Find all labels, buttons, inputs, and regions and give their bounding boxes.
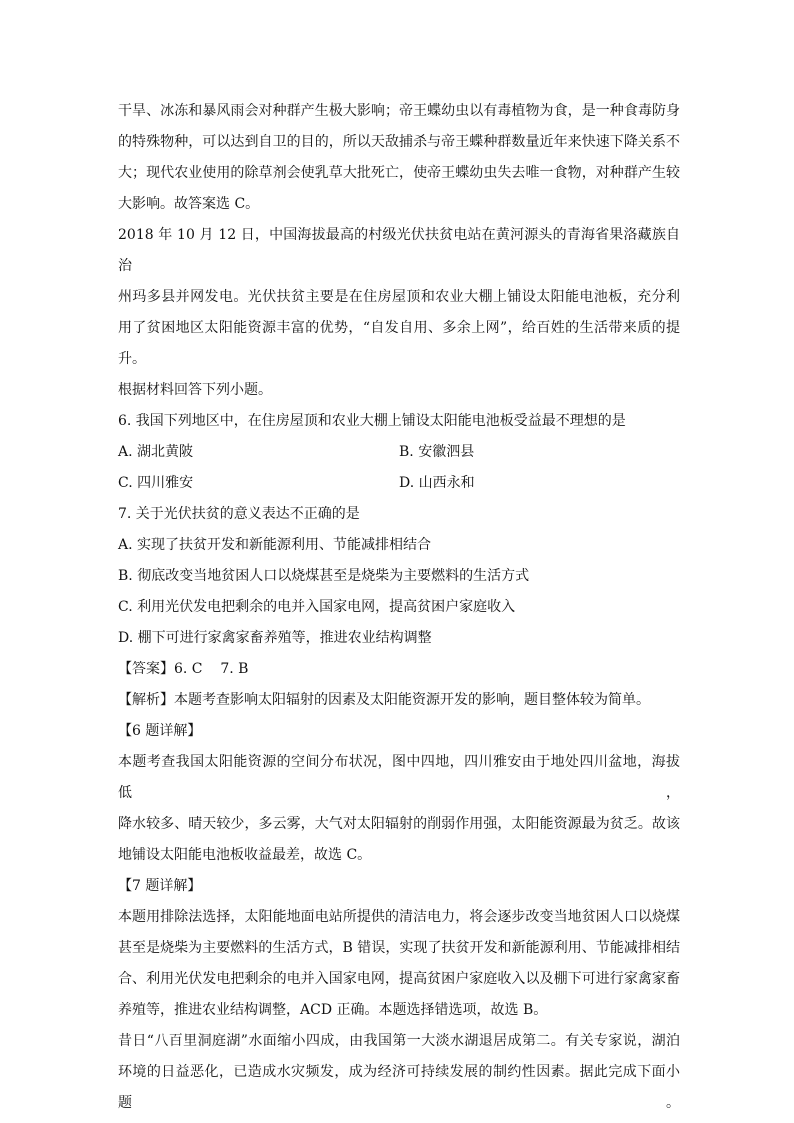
- detail-6-heading: 【6 题详解】: [118, 723, 202, 739]
- paragraph-dongting-lake: [118, 1026, 680, 1119]
- detail-7-body: [118, 902, 680, 1026]
- document-page: [118, 96, 680, 1119]
- option-b: B. 彻底改变当地贫困人口以烧煤甚至是烧柴为主要燃料的生活方式: [118, 568, 530, 584]
- question-stem: 6. 我国下列地区中，在住房屋顶和农业大棚上铺设太阳能电池板受益最不理想的是: [118, 413, 626, 429]
- text-line: 用了贫困地区太阳能资源丰富的优势，“自发自用、多余上网”，给百姓的生活带来质的提: [118, 320, 680, 336]
- text-line: 本题考查我国太阳能资源的空间分布状况，图中四地，四川雅安由于地处四川盆地，海拔低，: [118, 754, 680, 801]
- text-line: 合、利用光伏发电把剩余的电并入国家电网，提高贫困户家庭收入以及棚下可进行家禽家畜: [118, 971, 680, 987]
- paragraph-butterfly-explanation: [118, 96, 680, 220]
- text-line: 大；现代农业使用的除草剂会使乳草大批死亡，使帝王蝶幼虫失去唯一食物，对种群产生较: [118, 165, 680, 181]
- option-c: C. 利用光伏发电把剩余的电并入国家电网，提高贫困户家庭收入: [118, 599, 516, 615]
- text-line: 大影响。故答案选 C。: [118, 196, 260, 212]
- paragraph-solar-material: [118, 220, 680, 375]
- option-c: C. 四川雅安: [118, 475, 194, 491]
- options-row: [118, 437, 680, 468]
- text-line: 甚至是烧柴为主要燃料的生活方式，B 错误，实现了扶贫开发和新能源利用、节能减排相结: [118, 940, 680, 956]
- text-line: 昔日“八百里洞庭湖”水面缩小四成，由我国第一大淡水湖退居成第二。有关专家说，湖泊: [118, 1033, 680, 1049]
- text-line: 环境的日益恶化，已造成水灾频发，成为经济可持续发展的制约性因素。据此完成下面小题。: [118, 1064, 680, 1111]
- text-line: 干旱、冰冻和暴风雨会对种群产生极大影响；帝王蝶幼虫以有毒植物为食，是一种食毒防身: [118, 103, 680, 119]
- text-line: 州玛多县并网发电。光伏扶贫主要是在住房屋顶和农业大棚上铺设太阳能电池板，充分利: [118, 289, 680, 305]
- options-row: [118, 468, 680, 499]
- text-line: 升。: [118, 351, 146, 367]
- text-line: 2018 年 10 月 12 日，中国海拔最高的村级光伏扶贫电站在黄河源头的青海省果洛藏族自 治: [118, 227, 680, 274]
- question-6: [118, 406, 680, 499]
- option-a: A. 湖北黄陂: [118, 444, 194, 460]
- question-stem: 7. 关于光伏扶贫的意义表达不正确的是: [118, 506, 360, 522]
- detail-6-body: [118, 747, 680, 871]
- option-d: D. 棚下可进行家禽家畜养殖等，推进农业结构调整: [118, 630, 432, 646]
- text-line: 的特殊物种，可以达到自卫的目的，所以天敌捕杀与帝王蝶种群数量近年来快速下降关系不: [118, 134, 680, 150]
- option-d: D. 山西永和: [399, 475, 475, 491]
- answer-line: 【答案】6. C 7. B: [118, 661, 249, 677]
- instruction: 根据材料回答下列小题。: [118, 382, 272, 398]
- question-7: [118, 499, 680, 654]
- text-line: 降水较多、晴天较少，多云雾，大气对太阳辐射的削弱作用强，太阳能资源最为贫乏。故该: [118, 816, 680, 832]
- option-a: A. 实现了扶贫开发和新能源利用、节能减排相结合: [118, 537, 432, 553]
- text-line: 地铺设太阳能电池板收益最差，故选 C。: [118, 847, 372, 863]
- text-line: 本题用排除法选择，太阳能地面电站所提供的清洁电力，将会逐步改变当地贫困人口以烧煤: [118, 909, 680, 925]
- option-b: B. 安徽泗县: [399, 444, 475, 460]
- text-line: 养殖等，推进农业结构调整，ACD 正确。本题选择错选项，故选 B。: [118, 1002, 548, 1018]
- analysis-line: 【解析】本题考查影响太阳辐射的因素及太阳能资源开发的影响，题目整体较为简单。: [118, 692, 650, 708]
- detail-7-heading: 【7 题详解】: [118, 878, 202, 894]
